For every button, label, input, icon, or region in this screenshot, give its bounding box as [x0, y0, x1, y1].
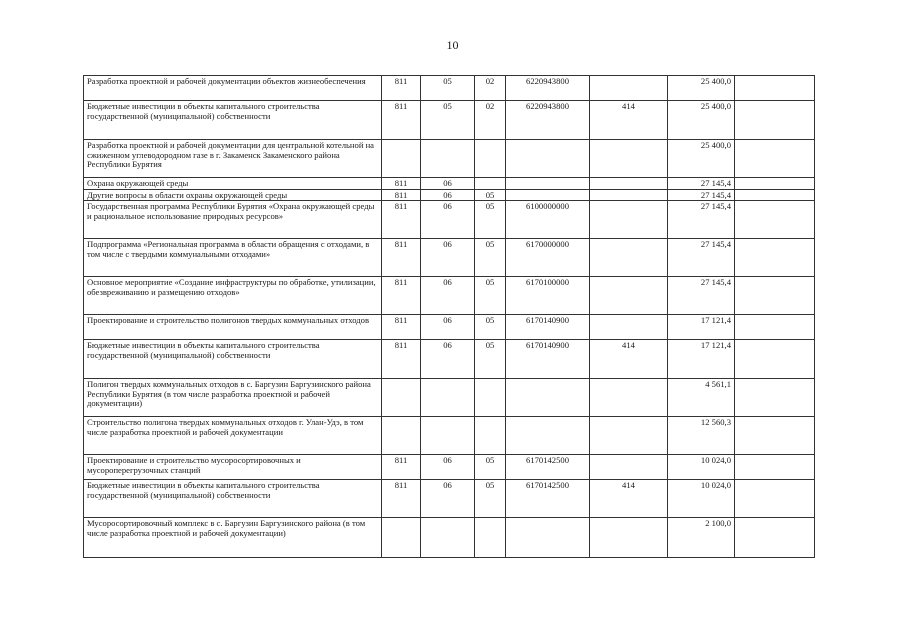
cell-amount: 2 100,0 [668, 518, 735, 558]
cell-csr [506, 518, 590, 558]
table-row [84, 455, 815, 480]
cell-pr: 05 [475, 340, 506, 379]
cell-rz: 06 [421, 239, 475, 277]
table-row [84, 417, 815, 455]
cell-vr [590, 189, 668, 201]
table-row [84, 189, 815, 201]
table-row [84, 76, 815, 101]
cell-vr [590, 140, 668, 178]
cell-amount: 27 145,4 [668, 178, 735, 190]
cell-pr: 05 [475, 480, 506, 518]
cell-csr: 6220943800 [506, 76, 590, 101]
cell-amount: 27 145,4 [668, 189, 735, 201]
cell-ved: 811 [382, 277, 421, 315]
cell-vr [590, 455, 668, 480]
cell-extra [735, 76, 815, 101]
cell-ved: 811 [382, 239, 421, 277]
cell-ved: 811 [382, 315, 421, 340]
cell-pr: 05 [475, 189, 506, 201]
cell-amount: 17 121,4 [668, 315, 735, 340]
cell-pr [475, 379, 506, 417]
cell-vr [590, 417, 668, 455]
cell-extra [735, 417, 815, 455]
cell-csr [506, 140, 590, 178]
table-row [84, 277, 815, 315]
cell-ved [382, 417, 421, 455]
table-row [84, 340, 815, 379]
cell-name: Основное мероприятие «Создание инфраструктуры по обработке, утилизации, обезвреживанию и размещению отходов» [84, 277, 382, 315]
cell-extra [735, 480, 815, 518]
cell-name: Бюджетные инвестиции в объекты капитального строительства государственной (муниципальной) собственности [84, 101, 382, 140]
cell-pr: 02 [475, 76, 506, 101]
cell-amount: 27 145,4 [668, 201, 735, 239]
cell-csr: 6170000000 [506, 239, 590, 277]
cell-amount: 10 024,0 [668, 455, 735, 480]
cell-csr: 6100000000 [506, 201, 590, 239]
cell-extra [735, 140, 815, 178]
cell-rz [421, 518, 475, 558]
cell-extra [735, 239, 815, 277]
cell-pr: 02 [475, 101, 506, 140]
cell-pr [475, 140, 506, 178]
cell-rz: 06 [421, 201, 475, 239]
cell-amount: 27 145,4 [668, 277, 735, 315]
table-row [84, 140, 815, 178]
cell-rz: 06 [421, 277, 475, 315]
cell-amount: 12 560,3 [668, 417, 735, 455]
cell-csr: 6170142500 [506, 455, 590, 480]
cell-ved: 811 [382, 455, 421, 480]
cell-name: Государственная программа Республики Бурятия «Охрана окружающей среды и рациональное использование природных ресурсов» [84, 201, 382, 239]
cell-vr: 414 [590, 101, 668, 140]
cell-ved [382, 518, 421, 558]
cell-vr [590, 379, 668, 417]
cell-vr [590, 178, 668, 190]
cell-name: Проектирование и строительство полигонов твердых коммунальных отходов [84, 315, 382, 340]
cell-amount: 4 561,1 [668, 379, 735, 417]
cell-name: Разработка проектной и рабочей документации для центральной котельной на сжиженном углеводородном газе в г. Закаменск Закаменского района Республики Бурятия [84, 140, 382, 178]
cell-rz: 06 [421, 480, 475, 518]
cell-ved: 811 [382, 480, 421, 518]
cell-vr [590, 201, 668, 239]
cell-extra [735, 379, 815, 417]
cell-extra [735, 189, 815, 201]
cell-csr [506, 178, 590, 190]
cell-vr [590, 518, 668, 558]
cell-name: Подпрограмма «Региональная программа в области обращения с отходами, в том числе с твердыми коммунальными отходами» [84, 239, 382, 277]
table-row [84, 480, 815, 518]
cell-csr: 6170140900 [506, 340, 590, 379]
cell-pr: 05 [475, 315, 506, 340]
table-row [84, 379, 815, 417]
cell-name: Проектирование и строительство мусоросортировочных и мусороперегрузочных станций [84, 455, 382, 480]
table-row [84, 178, 815, 190]
cell-ved: 811 [382, 201, 421, 239]
cell-rz [421, 379, 475, 417]
cell-pr [475, 178, 506, 190]
cell-rz: 06 [421, 340, 475, 379]
cell-ved: 811 [382, 178, 421, 190]
cell-pr: 05 [475, 201, 506, 239]
cell-vr: 414 [590, 340, 668, 379]
cell-extra [735, 178, 815, 190]
table-body [84, 76, 815, 558]
cell-rz [421, 140, 475, 178]
cell-rz: 06 [421, 315, 475, 340]
cell-vr [590, 76, 668, 101]
cell-name: Разработка проектной и рабочей документации объектов жизнеобеспечения [84, 76, 382, 101]
cell-extra [735, 340, 815, 379]
cell-vr: 414 [590, 480, 668, 518]
cell-pr: 05 [475, 277, 506, 315]
cell-rz: 06 [421, 178, 475, 190]
cell-pr: 05 [475, 239, 506, 277]
cell-vr [590, 277, 668, 315]
cell-extra [735, 518, 815, 558]
cell-csr: 6170140900 [506, 315, 590, 340]
cell-csr [506, 379, 590, 417]
cell-amount: 25 400,0 [668, 76, 735, 101]
cell-amount: 27 145,4 [668, 239, 735, 277]
cell-rz [421, 417, 475, 455]
cell-extra [735, 101, 815, 140]
table-row [84, 101, 815, 140]
cell-name: Бюджетные инвестиции в объекты капитального строительства государственной (муниципальной) собственности [84, 340, 382, 379]
cell-ved [382, 140, 421, 178]
cell-rz: 06 [421, 455, 475, 480]
cell-pr [475, 417, 506, 455]
cell-extra [735, 277, 815, 315]
cell-amount: 17 121,4 [668, 340, 735, 379]
cell-csr: 6220943800 [506, 101, 590, 140]
budget-table [83, 75, 815, 558]
cell-amount: 25 400,0 [668, 140, 735, 178]
cell-name: Бюджетные инвестиции в объекты капитального строительства государственной (муниципальной) собственности [84, 480, 382, 518]
cell-csr: 6170142500 [506, 480, 590, 518]
cell-amount: 25 400,0 [668, 101, 735, 140]
cell-name: Другие вопросы в области охраны окружающей среды [84, 189, 382, 201]
cell-rz: 05 [421, 76, 475, 101]
cell-csr [506, 417, 590, 455]
cell-name: Строительство полигона твердых коммунальных отходов г. Улан-Удэ, в том числе разработка проектной и рабочей документации [84, 417, 382, 455]
cell-csr: 6170100000 [506, 277, 590, 315]
page-number: 10 [446, 38, 459, 52]
cell-ved [382, 379, 421, 417]
cell-ved: 811 [382, 189, 421, 201]
cell-name: Полигон твердых коммунальных отходов в с. Баргузин Баргузинского района Республики Бурятия (в том числе разработка проектной и рабочей документации) [84, 379, 382, 417]
cell-rz: 06 [421, 189, 475, 201]
cell-name: Мусоросортировочный комплекс в с. Баргузин Баргузинского района (в том числе разработка проектной и рабочей документации) [84, 518, 382, 558]
table-row [84, 201, 815, 239]
cell-ved: 811 [382, 340, 421, 379]
table-row [84, 239, 815, 277]
cell-amount: 10 024,0 [668, 480, 735, 518]
cell-rz: 05 [421, 101, 475, 140]
cell-extra [735, 315, 815, 340]
cell-vr [590, 239, 668, 277]
cell-extra [735, 455, 815, 480]
cell-extra [735, 201, 815, 239]
cell-ved: 811 [382, 76, 421, 101]
table-row [84, 315, 815, 340]
table-row [84, 518, 815, 558]
cell-pr: 05 [475, 455, 506, 480]
cell-name: Охрана окружающей среды [84, 178, 382, 190]
cell-vr [590, 315, 668, 340]
cell-ved: 811 [382, 101, 421, 140]
cell-csr [506, 189, 590, 201]
cell-pr [475, 518, 506, 558]
